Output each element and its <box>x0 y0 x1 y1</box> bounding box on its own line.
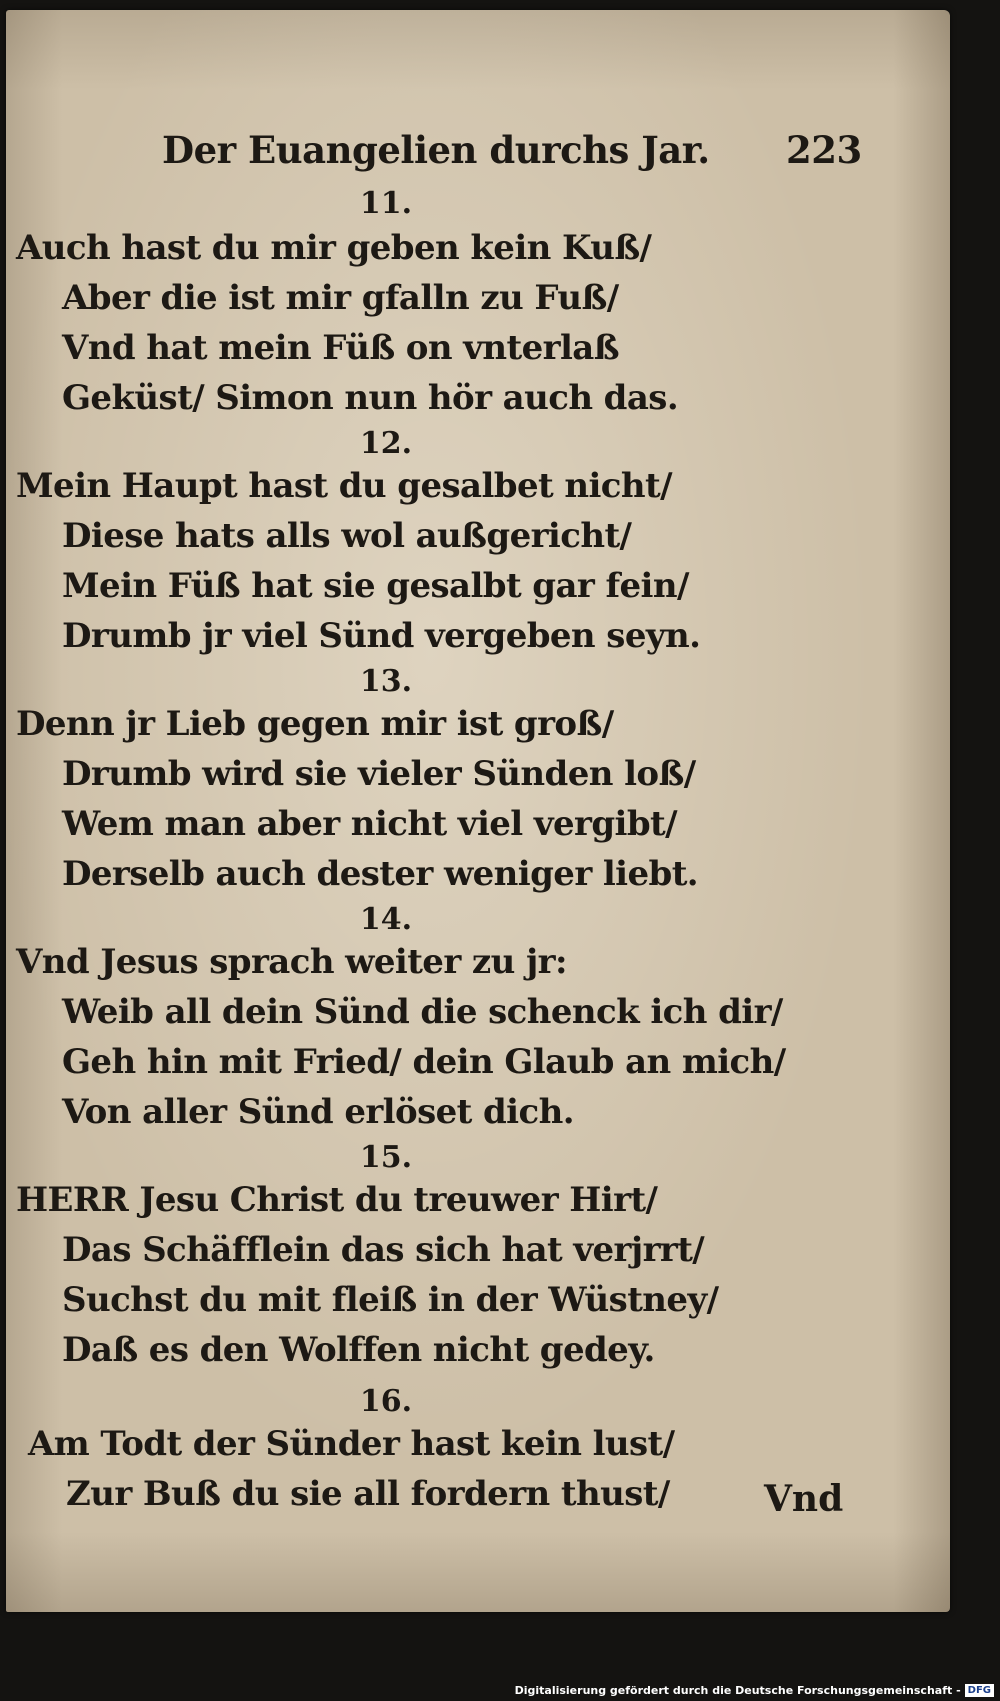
verse-line: Aber die ist mir gfalln zu Fuß/ <box>62 278 619 318</box>
stanza-number: 15. <box>359 1140 413 1175</box>
verse-line: Mein Haupt hast du gesalbet nicht/ <box>16 466 672 506</box>
verse-line: Das Schäfflein das sich hat verjrrt/ <box>62 1230 705 1270</box>
verse-line: Am Todt der Sünder hast kein lust/ <box>28 1424 675 1464</box>
verse-line: Wem man aber nicht viel vergibt/ <box>62 804 677 844</box>
verse-line: Vnd Jesus sprach weiter zu jr: <box>16 942 567 982</box>
digitization-credit <box>515 1684 994 1697</box>
verse-line: Von aller Sünd erlöset dich. <box>62 1092 574 1132</box>
stanza-number: 13. <box>359 664 413 699</box>
verse-line: Vnd hat mein Füß on vnterlaß <box>62 328 619 368</box>
stanza-number: 11. <box>359 186 413 221</box>
verse-line: Daß es den Wolffen nicht gedey. <box>62 1330 655 1370</box>
book-page <box>6 10 950 1612</box>
verse-line: Derselb auch dester weniger liebt. <box>62 854 699 894</box>
verse-line: HERR Jesu Christ du treuwer Hirt/ <box>16 1180 658 1220</box>
stanza-number: 16. <box>359 1384 413 1419</box>
verse-line: Denn jr Lieb gegen mir ist groß/ <box>16 704 614 744</box>
credit-text: Digitalisierung gefördert durch die Deutsche Forschungsgemeinschaft - <box>514 1684 961 1697</box>
verse-line: Drumb jr viel Sünd vergeben seyn. <box>62 616 701 656</box>
verse-line: Mein Füß hat sie gesalbt gar fein/ <box>62 566 689 606</box>
catchword: Vnd <box>764 1478 844 1520</box>
verse-line: Suchst du mit fleiß in der Wüstney/ <box>62 1280 719 1320</box>
verse-line: Zur Buß du sie all fordern thust/ <box>66 1474 670 1514</box>
page-number: 223 <box>786 128 862 172</box>
verse-line: Geh hin mit Fried/ dein Glaub an mich/ <box>62 1042 786 1082</box>
verse-line: Geküst/ Simon nun hör auch das. <box>62 378 679 418</box>
stanza-number: 12. <box>359 426 413 461</box>
running-title: Der Euangelien durchs Jar. <box>162 128 710 172</box>
dfg-logo: DFG <box>965 1684 994 1697</box>
verse-line: Weib all dein Sünd die schenck ich dir/ <box>62 992 783 1032</box>
page-text <box>6 10 950 1612</box>
verse-line: Drumb wird sie vieler Sünden loß/ <box>62 754 696 794</box>
stanza-number: 14. <box>359 902 413 937</box>
verse-line: Auch hast du mir geben kein Kuß/ <box>16 228 652 268</box>
verse-line: Diese hats alls wol außgericht/ <box>62 516 632 556</box>
